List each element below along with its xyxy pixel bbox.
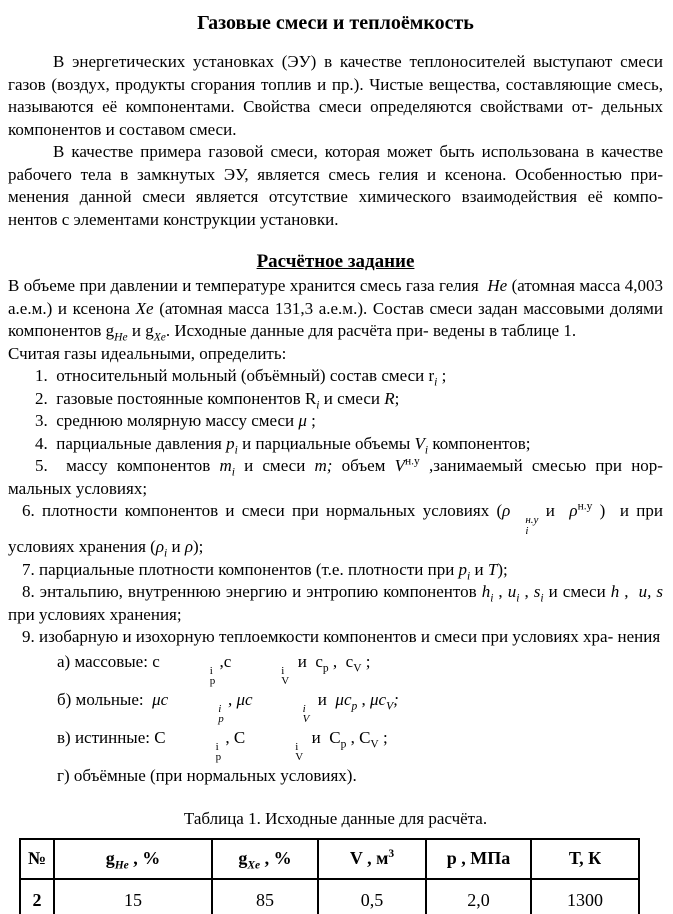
- table-header-temp: Т, К: [531, 839, 639, 879]
- section-heading-text: Расчётное задание: [256, 251, 415, 272]
- task-item-7: 7. парциальные плотности компонентов (т.е. плотности при $p_i$ и T);: [22, 559, 508, 582]
- task-item-1: 1. относительный мольный (объёмный) состав смеси $r_i$ ;: [35, 366, 447, 389]
- table-data-row: [20, 879, 639, 914]
- task-item-2: 2. газовые постоянные компонентов $R_i$ и смеси R;: [35, 388, 400, 411]
- task-item-8: 8. энтальпию, внутреннюю энергию и энтропию компонентов $h_i$ , $u_i$ , $s_i$ и смеси h , u, s при условиях хранения;: [8, 582, 664, 624]
- table-header-number: №: [20, 839, 54, 879]
- table-caption: Таблица 1. Исходные данные для расчёта.: [183, 808, 488, 828]
- task-subitem-a: а) массовые: c i p ,c i V и $c_p$ , $c_V$ ;: [57, 651, 371, 687]
- task-paragraph: В объеме при давлении и температуре хранится смесь газа гелия Не (атомная масса 4,003 а.е.м.) и ксенона Хе (атомная масса 131,3 а.е.м.). Состав смеси задан массовыми долями компонентов $g_{He}$ и $g_{Xe}$. Исходные данные для расчёта при- ведены в таблице 1.: [8, 276, 664, 344]
- table-cell-temp: 1300: [531, 879, 639, 914]
- table-header-row: [20, 839, 639, 879]
- input-data-table: [19, 838, 640, 914]
- task-item-3: 3. среднюю молярную массу смеси μ ;: [35, 411, 316, 430]
- table-header-g-xe: $g_{Xe}$ , %: [212, 839, 318, 879]
- task-sublist: [8, 649, 663, 789]
- task-list: [8, 365, 663, 649]
- intro-paragraph-1: В энергетических установках (ЭУ) в качестве теплоносителей выступают смеси газов (воздух, продукты сгорания топлив и пр.). Чистые вещества, составляющие смесь, называются её компонентами. Свойства смеси определяются свойствами от- дельных компонентов и составом смеси.: [8, 52, 663, 139]
- document-title: Газовые смеси и теплоёмкость: [197, 12, 474, 34]
- task-subitem-g: г) объёмные (при нормальных условиях).: [57, 765, 357, 785]
- table-cell-pressure: 2,0: [426, 879, 531, 914]
- table-header-volume: V , $м^3$: [318, 839, 426, 879]
- table-cell-number: 2: [20, 879, 54, 914]
- determine-intro: Считая газы идеальными, определить:: [8, 343, 287, 363]
- table-header-g-he: $g_{He}$ , %: [54, 839, 212, 879]
- task-item-4: 4. парциальные давления $p_i$ и парциальные объемы $V_i$ компонентов;: [35, 433, 531, 456]
- intro-paragraph-2: В качестве примера газовой смеси, которая может быть использована в качестве рабочего тела в замкнутых ЭУ, является смесь гелия и ксенона. Особенностью при- менения данной смеси является отсутствие химического взаимодействия её компо- нентов с элементами конструкции установки.: [8, 142, 663, 229]
- table-cell-volume: 0,5: [318, 879, 426, 914]
- task-item-5: 5. массу компонентов $m_i$ и смеси m; объем $V^{н.у}$ ,занимаемый смесью при нор- мальных условиях;: [8, 455, 663, 498]
- task-subitem-b: б) мольные: μc i p , μc i V и $\mu c_p$ , $\mu c_V$;: [57, 689, 399, 725]
- task-subitem-v: в) истинные: C i p , C i V и $C_p$ , $C_V$ ;: [57, 727, 388, 763]
- table-cell-g-xe: 85: [212, 879, 318, 914]
- section-heading: [8, 251, 663, 273]
- table-cell-g-he: 15: [54, 879, 212, 914]
- table-header-pressure: p , МПа: [426, 839, 531, 879]
- task-item-9: 9. изобарную и изохорную теплоемкости компонентов и смеси при условиях хра- нения: [22, 627, 661, 646]
- task-item-6: 6. плотности компонентов и смеси при нормальных условиях (ρ н.у i и $\rho^{н.у}$ ) и при условиях хранения ($\rho_i$ и ρ);: [8, 500, 663, 560]
